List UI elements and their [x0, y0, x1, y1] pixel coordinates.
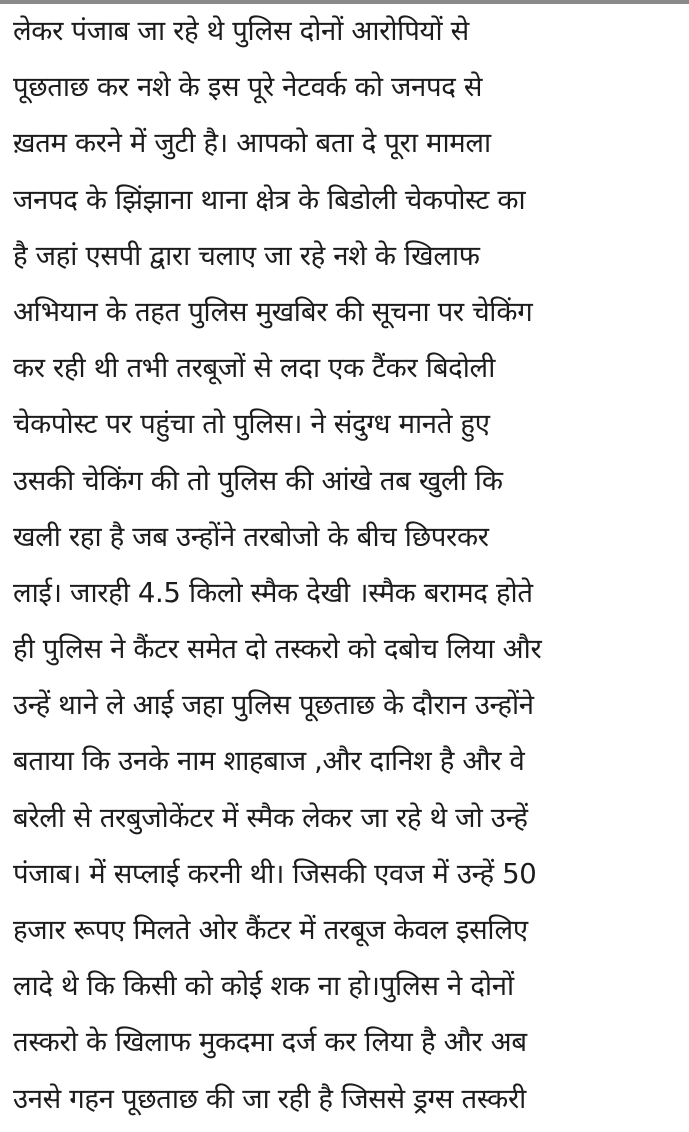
article-line: बरेली से तरबुजोकेंटर में स्मैक लेकर जा रहे थे जो उन्हें [13, 801, 528, 834]
article-line: बताया कि उनके नाम शाहबाज ,और दानिश है और वे [13, 745, 525, 778]
article-line: लादे थे कि किसी को कोई शक ना हो।पुलिस ने दोनों [13, 970, 514, 1003]
article-line: चेकपोस्ट पर पहुंचा तो पुलिस। ने संदुग्ध मानते हुए [13, 408, 490, 441]
article-body [13, 8, 689, 1132]
article-line: अभियान के तहत पुलिस मुखबिर की सूचना पर चेकिंग [13, 295, 533, 328]
article-line: तस्करो के खिलाफ मुकदमा दर्ज कर लिया है और अब [13, 1026, 527, 1059]
article-line: खली रहा है जब उन्होंने तरबोजो के बीच छिपरकर [13, 520, 489, 553]
article-line: कर रही थी तभी तरबूजों से लदा एक टैंकर बिदोली [13, 352, 495, 385]
article-line: हजार रूपए मिलते ओर कैंटर में तरबूज केवल इसलिए [13, 914, 528, 946]
article-line: लाई। जारही 4.5 किलो स्मैक देखी ।स्मैक बरामद होते [13, 576, 533, 609]
article-line: लेकर पंजाब जा रहे थे पुलिस दोनों आरोपियों से [13, 15, 469, 47]
top-divider [0, 0, 689, 4]
article-line: है जहां एसपी द्वारा चलाए जा रहे नशे के खिलाफ [13, 239, 480, 272]
article-line: पूछताछ कर नशे के इस पूरे नेटवर्क को जनपद से [13, 71, 483, 104]
article-line: पंजाब। में सप्लाई करनी थी। जिसकी एवज में उन्हें 50 [13, 857, 537, 890]
article-line: ही पुलिस ने कैंटर समेत दो तस्करो को दबोच लिया और [13, 633, 542, 666]
article-line: उन्हें थाने ले आई जहा पुलिस पूछताछ के दौरान उन्होंने [13, 689, 534, 722]
article-line: ख़तम करने में जुटी है। आपको बता दे पूरा मामला [13, 127, 491, 160]
article-line: जनपद के झिंझाना थाना क्षेत्र के बिडोली चेकपोस्ट का [13, 183, 526, 216]
article-line: उनसे गहन पूछताछ की जा रही है जिससे ड्रग्स तस्करी [13, 1082, 526, 1115]
article-line: उसकी चेकिंग की तो पुलिस की आंखे तब खुली कि [13, 464, 503, 497]
